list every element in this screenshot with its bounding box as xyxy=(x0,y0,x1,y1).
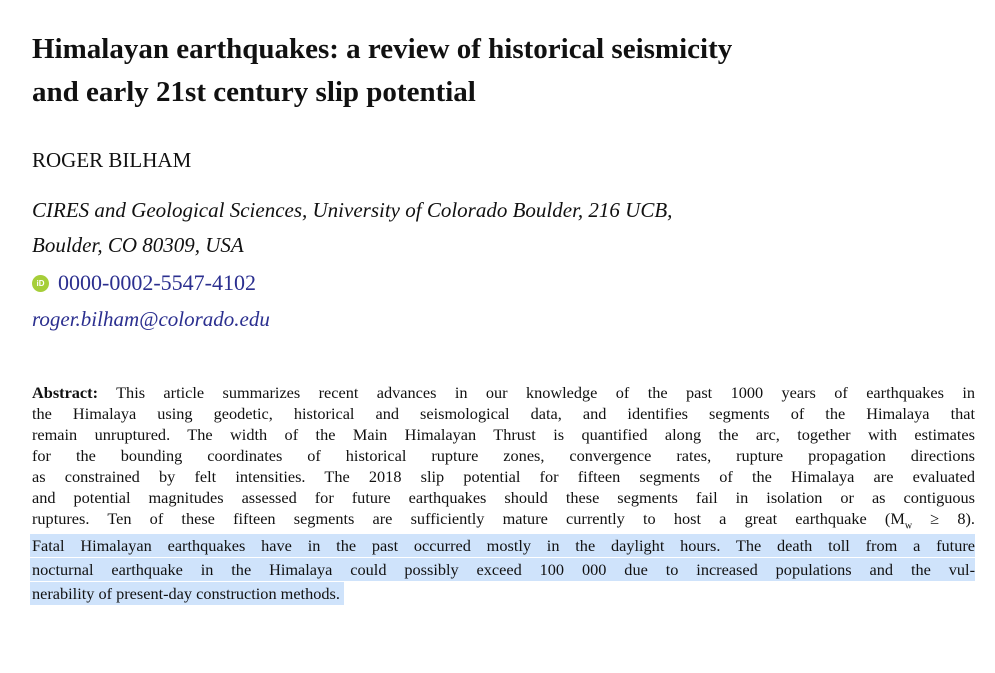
abstract-line: for the bounding coordinates of historical rupture zones, convergence rates, rupture propagation directions xyxy=(32,446,975,465)
abstract-text: ≥ 8). xyxy=(912,509,975,528)
abstract-line: the Himalaya using geodetic, historical and seismological data, and identifies segments of the Himalaya that xyxy=(32,404,975,423)
abstract-line: as constrained by felt intensities. The 2018 slip potential for fifteen segments of the Himalaya are evaluated xyxy=(32,467,975,486)
title-line: and early 21st century slip potential xyxy=(32,76,476,108)
paper-title xyxy=(32,28,732,114)
abstract-line xyxy=(32,382,975,403)
abstract-text: ruptures. Ten of these fifteen segments are sufficiently mature currently to host a great earthquake (M xyxy=(32,509,905,528)
mw-subscript: w xyxy=(904,520,913,532)
abstract-line: and potential magnitudes assessed for future earthquakes should these segments fail in isolation or as contiguous xyxy=(32,488,975,507)
affiliation-line: Boulder, CO 80309, USA xyxy=(32,233,244,257)
highlighted-line[interactable]: nerability of present-day construction methods. xyxy=(30,582,344,605)
affiliation xyxy=(32,193,672,263)
abstract xyxy=(32,382,975,605)
affiliation-line: CIRES and Geological Sciences, University of Colorado Boulder, 216 UCB, xyxy=(32,198,673,222)
abstract-label: Abstract: xyxy=(32,383,99,402)
orcid-icon: iD xyxy=(32,275,49,292)
orcid-id[interactable]: 0000-0002-5547-4102 xyxy=(58,270,256,295)
abstract-line: remain unruptured. The width of the Main Himalayan Thrust is quantified along the arc, together with estimates xyxy=(32,425,975,444)
highlighted-line[interactable]: nocturnal earthquake in the Himalaya could possibly exceed 100 000 due to increased populations and the vul- xyxy=(32,560,975,579)
email-link[interactable]: roger.bilham@colorado.edu xyxy=(32,307,270,331)
abstract-text: This article summarizes recent advances in our knowledge of the past 1000 years of earthquakes in xyxy=(98,383,975,402)
abstract-line xyxy=(32,508,975,532)
orcid-link[interactable] xyxy=(32,270,256,296)
highlighted-line[interactable]: Fatal Himalayan earthquakes have in the past occurred mostly in the daylight hours. The death toll from a future xyxy=(32,536,975,555)
title-line: Himalayan earthquakes: a review of historical seismicity xyxy=(32,33,733,65)
author-name: ROGER BILHAM xyxy=(32,148,192,172)
